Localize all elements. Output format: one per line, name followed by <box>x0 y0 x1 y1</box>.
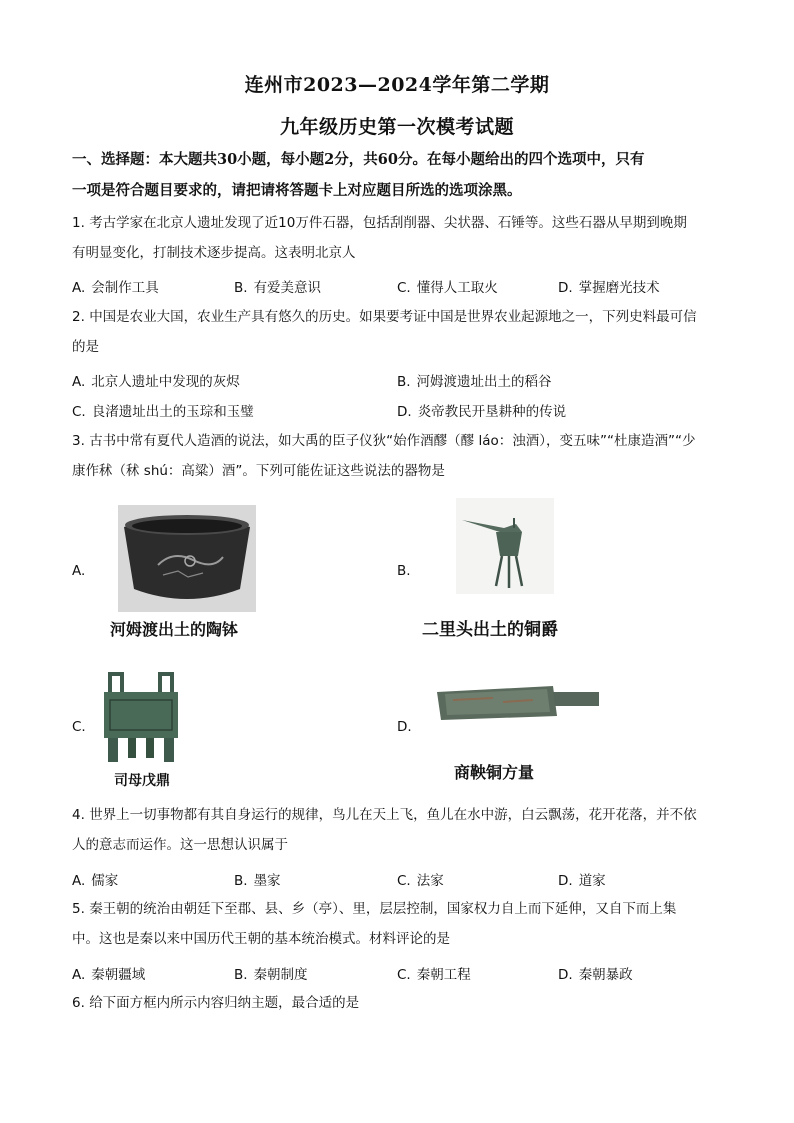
question-5 <box>72 894 732 954</box>
option-a[interactable]: A. 会制作工具 <box>72 280 159 296</box>
question-2 <box>72 302 732 362</box>
option-b[interactable]: B. 墨家 <box>234 873 281 889</box>
option-c[interactable]: C. 懂得人工取火 <box>397 280 498 296</box>
question-text: 人的意志而运作。这一思想认识属于 <box>72 837 288 853</box>
question-text: 古书中常有夏代人造酒的说法，如大禹的臣子仪狄“始作酒醪（醪 láo：浊酒），变五味”“杜康造酒”“少 <box>89 433 696 449</box>
option-d[interactable]: D. 道家 <box>558 873 606 889</box>
caption-bronze-jue: 二里头出土的铜爵 <box>422 620 558 640</box>
caption-simuwu-ding: 司母戊鼎 <box>114 773 170 789</box>
question-text: 的是 <box>72 339 99 355</box>
question-number: 4. <box>72 807 85 823</box>
pottery-bowl-image <box>118 505 256 612</box>
option-a-letter[interactable]: A. <box>72 563 86 579</box>
option-c[interactable]: C. 良渚遗址出土的玉琮和玉璧 <box>72 404 254 420</box>
question-number: 6. <box>72 995 85 1011</box>
option-b[interactable]: B. 秦朝制度 <box>234 967 308 983</box>
caption-shang-yang-measure: 商鞅铜方量 <box>454 763 535 782</box>
option-d[interactable]: D. 掌握磨光技术 <box>558 280 660 296</box>
exam-subtitle: 九年级历史第一次模考试题 <box>279 116 514 138</box>
question-4 <box>72 800 732 860</box>
option-b[interactable]: B. 有爱美意识 <box>234 280 322 296</box>
option-d[interactable]: D. 秦朝暴政 <box>558 967 633 983</box>
question-text: 康作秫（秫 shú：高粱）酒”。下列可能佐证这些说法的器物是 <box>72 463 445 479</box>
question-6 <box>72 988 732 1018</box>
shang-yang-measure-image <box>433 680 601 724</box>
question-text: 中国是农业大国，农业生产具有悠久的历史。如果要考证中国是世界农业起源地之一，下列史料最可信 <box>89 309 697 325</box>
question-text: 有明显变化，打制技术逐步提高。这表明北京人 <box>72 245 356 261</box>
option-a[interactable]: A. 儒家 <box>72 873 119 889</box>
option-a[interactable]: A. 秦朝疆域 <box>72 967 146 983</box>
option-d-letter[interactable]: D. <box>397 719 412 735</box>
section-line-1: 一、选择题：本大题共30小题，每小题2分，共60分。在每小题给出的四个选项中，只有 <box>72 151 645 168</box>
option-c[interactable]: C. 法家 <box>397 873 444 889</box>
question-number: 1. <box>72 215 85 231</box>
question-text: 秦王朝的统治由朝廷下至郡、县、乡（亭）、里，层层控制，国家权力自上而下延伸，又自下而上集 <box>89 901 677 917</box>
question-number: 2. <box>72 309 85 325</box>
bronze-jue-image <box>456 498 554 594</box>
caption-pottery-bowl: 河姆渡出土的陶钵 <box>110 620 239 639</box>
question-number: 5. <box>72 901 85 917</box>
question-text: 中。这也是秦以来中国历代王朝的基本统治模式。材料评论的是 <box>72 931 450 947</box>
option-a[interactable]: A. 北京人遗址中发现的灰烬 <box>72 374 240 390</box>
question-text: 给下面方框内所示内容归纳主题，最合适的是 <box>89 995 360 1011</box>
question-text: 考古学家在北京人遗址发现了近10万件石器，包括刮削器、尖状器、石锤等。这些石器从早期到晚期 <box>89 215 687 231</box>
option-c-letter[interactable]: C. <box>72 719 86 735</box>
option-b[interactable]: B. 河姆渡遗址出土的稻谷 <box>397 374 552 390</box>
question-1 <box>72 208 732 268</box>
section-instructions <box>72 144 732 206</box>
option-d[interactable]: D. 炎帝教民开垦耕种的传说 <box>397 404 567 420</box>
question-text: 世界上一切事物都有其自身运行的规律，鸟儿在天上飞，鱼儿在水中游，白云飘荡，花开花落，并不依 <box>89 807 697 823</box>
option-b-letter[interactable]: B. <box>397 563 411 579</box>
question-number: 3. <box>72 433 85 449</box>
question-3 <box>72 426 732 486</box>
exam-title: 连州市2023—2024学年第二学期 <box>244 74 550 96</box>
section-line-2: 一项是符合题目要求的，请把请将答题卡上对应题目所选的选项涂黑。 <box>72 182 522 199</box>
simuwu-ding-image <box>100 670 182 766</box>
option-c[interactable]: C. 秦朝工程 <box>397 967 471 983</box>
